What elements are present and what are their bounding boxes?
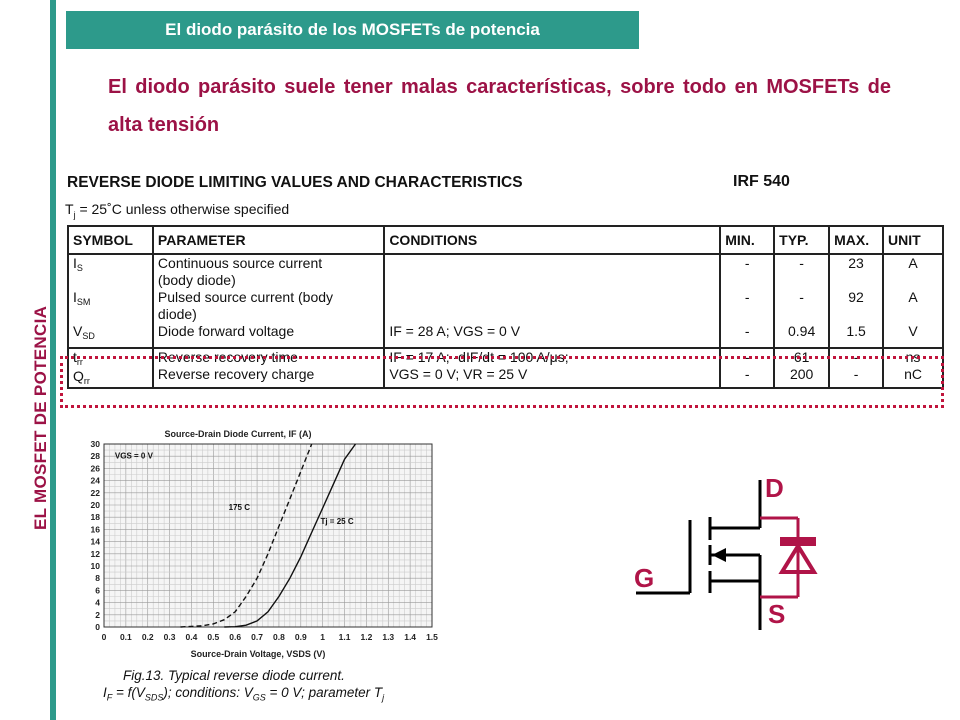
y-tick-label: 10 — [90, 561, 100, 571]
x-tick-label: 0.2 — [141, 632, 154, 642]
y-tick-label: 24 — [90, 475, 100, 486]
symbol-cell: $I_S$ $I_{SM}$ $V_{SD}$ — [68, 254, 153, 348]
x-tick-label: 1.3 — [382, 632, 395, 642]
typ-cell: 61 200 — [774, 348, 829, 388]
annotation-175c: 175 C — [228, 502, 250, 512]
unit-cell: ns nC — [883, 348, 943, 388]
y-tick-label: 26 — [90, 463, 100, 474]
col-symbol: SYMBOL — [68, 226, 153, 254]
conditions-note: $T_j$ = 25˚C unless otherwise specified — [65, 201, 290, 220]
y-tick-label: 30 — [90, 439, 100, 449]
conditions-cell: IF = 17 A; -dIF/dt = 100 A/μs; VGS = 0 V; VR = 25 V — [384, 348, 720, 388]
typ-cell: - - 0.94 — [774, 254, 829, 348]
table-title: REVERSE DIODE LIMITING VALUES AND CHARACTERISTICS — [67, 174, 523, 191]
y-tick-label: 2 — [95, 609, 100, 620]
y-tick-label: 28 — [90, 451, 100, 462]
highlight-box — [60, 356, 944, 408]
caption-line-2: $I_F = f(V_{SDS})$; conditions: $V_{GS} = 0$ V; parameter $T_j$ — [103, 685, 385, 703]
min-cell: - - — [720, 348, 774, 388]
x-tick-label: 0.5 — [207, 632, 220, 642]
mosfet-symbol — [620, 465, 840, 635]
col-min: MIN. — [720, 226, 774, 254]
y-tick-label: 4 — [95, 597, 100, 608]
source-label: S — [768, 599, 786, 629]
x-tick-label: 0.8 — [273, 632, 285, 642]
x-tick-label: 1.2 — [360, 632, 373, 642]
parameter-cell: Continuous source current (body diode) Pulsed source current (body diode) Diode forward voltage — [153, 254, 384, 348]
headline-text: El diodo parásito suele tener malas características, sobre todo en MOSFETs de alta tensión — [108, 76, 891, 136]
table-header-row — [68, 226, 943, 254]
annotation-vgs: VGS = 0 V — [114, 451, 153, 461]
y-tick-label: 20 — [90, 500, 100, 510]
x-tick-label: 1.1 — [338, 632, 351, 642]
table-row — [68, 254, 943, 348]
part-number: IRF 540 — [733, 173, 790, 190]
diode-current-chart — [62, 422, 452, 662]
col-typ: TYP. — [774, 226, 829, 254]
drain-label: D — [765, 473, 784, 503]
x-tick-label: 0.1 — [119, 632, 132, 642]
max-cell: - - — [829, 348, 883, 388]
caption-line-1: Fig.13. Typical reverse diode current. — [123, 668, 345, 683]
x-tick-label: 1.4 — [404, 632, 417, 642]
chart-title: Source-Drain Diode Current, IF (A) — [164, 429, 312, 439]
x-tick-label: 0.6 — [229, 632, 242, 642]
symbol-cell: $t_{rr}$ $Q_{rr}$ — [68, 348, 153, 388]
y-tick-label: 16 — [90, 524, 100, 535]
y-tick-label: 18 — [90, 512, 100, 523]
sidebar-vertical-title: EL MOSFET DE POTENCIA — [31, 305, 50, 530]
x-tick-label: 0.3 — [163, 632, 176, 642]
body-arrow — [712, 548, 726, 562]
y-tick-label: 14 — [90, 536, 100, 547]
parasitic-diode — [760, 518, 816, 597]
slide-title: El diodo parásito de los MOSFETs de potencia — [66, 11, 639, 49]
y-tick-label: 6 — [95, 585, 100, 596]
y-tick-label: 22 — [90, 487, 100, 498]
x-tick-label: 0.9 — [294, 632, 307, 642]
annotation-25c: Tj = 25 C — [320, 516, 354, 526]
parameter-cell: Reverse recovery time Reverse recovery charge — [153, 348, 384, 388]
x-axis-label: Source-Drain Voltage, VSDS (V) — [190, 649, 326, 659]
y-tick-label: 8 — [95, 573, 100, 584]
figure-caption — [103, 667, 384, 707]
min-cell: - - - — [720, 254, 774, 348]
col-parameter: PARAMETER — [153, 226, 384, 254]
unit-cell: A A V — [883, 254, 943, 348]
col-unit: UNIT — [883, 226, 943, 254]
y-tick-label: 12 — [90, 548, 100, 559]
conditions-cell: IF = 28 A; VGS = 0 V — [384, 254, 720, 348]
max-cell: 23 92 1.5 — [829, 254, 883, 348]
x-tick-label: 0.7 — [251, 632, 263, 642]
y-tick-label: 0 — [95, 622, 100, 632]
col-max: MAX. — [829, 226, 883, 254]
x-tick-label: 0.4 — [185, 632, 198, 642]
x-tick-label: 0 — [101, 632, 107, 642]
gate-label: G — [634, 563, 655, 593]
col-conditions: CONDITIONS — [384, 226, 720, 254]
x-tick-label: 1.5 — [426, 632, 438, 642]
x-tick-label: 1 — [320, 632, 326, 642]
